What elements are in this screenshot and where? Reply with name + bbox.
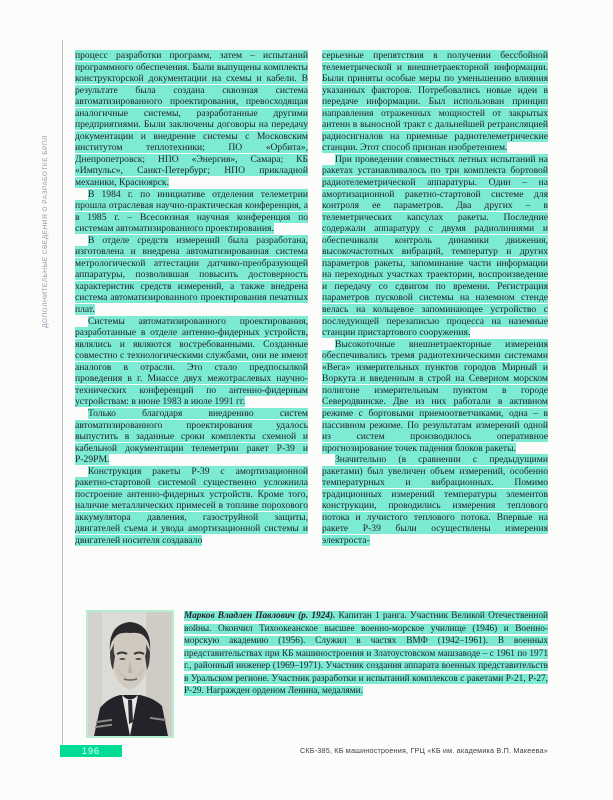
biography-name: Марков Владлен Павлович (р. 1924). (184, 611, 336, 621)
portrait-photo (88, 612, 172, 736)
body-paragraph (322, 154, 548, 339)
right-text-column (322, 50, 548, 547)
highlighted-text: Только благодаря внедрению систем автоматизированного проектирования удалось выпустить в заданные сроки комплекты схемной и кабельной документации телеметрии ракет Р-39 и Р-29РМ. (75, 407, 308, 466)
body-paragraph (75, 50, 308, 189)
left-text-column (75, 50, 308, 547)
highlighted-text: процесс разработки программ, затем – испытаний программного обеспечения. Были выпущены комплекты конструкторской документации на схемы и кабели. В результате была создана сквозная система автоматизированного проектирования, превосходящая аналогичные системы, разработанные другими предприятиями. Были заключены договоры на передачу документации и внедрение системы с Московским институтом теплотехники; ПО «Орбита», Днепропетровск; НПО «Энергия», Самара; КБ «Импульс», Санкт-Петербург; НПО прикладной механики, Красноярск. (75, 50, 308, 189)
page-number-badge: 196 (60, 745, 122, 757)
highlighted-text: Системы автоматизированного проектирования, разработанные в отделе антенно-фидерных устройств, являлись и являются востребованными. Созданные совместно с технологическими службами, они не имеют аналогов в отрасли. Это стало предпосылкой проведения в г. Миассе двух межотраслевых научно-технических конференций по антенно-фидерным устройствам: в июне 1983 в июле 1991 гг. (75, 315, 308, 408)
sidebar-section-label: ДОПОЛНИТЕЛЬНЫЕ СВЕДЕНИЯ О РАЗРАБОТКЕ БРПЛ (42, 135, 49, 328)
body-paragraph (75, 408, 308, 466)
biography-text (184, 610, 548, 738)
footer-imprint: СКБ-385, КБ машиностроения, ГРЦ «КБ им. академика В.П. Макеева» (300, 746, 548, 755)
biography-section (86, 610, 548, 738)
highlighted-text: серьезные препятствия в получении бессбойной телеметрической и внешнетраекторной информации. Были приняты особые меры по уменьшению влияния указанных факторов. Потребовались новые идеи в передаче информации. Был использован принцип направления отраженных мощностей от закрытых антенн в выносной тракт с дальнейшей ретрансляцией радиосигналов на приемные радиотелеметрические станции. Этот способ признан изобретением. (322, 50, 548, 154)
highlighted-text: При проведении совместных летных испытаний на ракетах устанавливалось по три комплекта бортовой радиотелеметрической аппаратуры. Один – на амортизационной ракетно-стартовой системе для контроля ее параметров. Два других – в телеметрических капсулах ракеты. Последние содержали аппаратуру с двумя радиолиниями и обеспечивали контроль динамики движения, высокочастотных вибраций, температур и других параметров ракеты, запоминание части информации на переходных участках траектории, воспроизведение и передачу со сдвигом по времени. Регистрация параметров пусковой системы на наземном стенде велась на кольцевое запоминающее устройство с последующей перезаписью процесса на наземные станции пристартового сооружения. (322, 153, 548, 339)
body-paragraph (75, 316, 308, 408)
highlighted-text: Высокоточные внешнетраекторные измерения обеспечивались тремя радиотехническими системами «Вега» измерительных пунктов городов Мирный и Воркута и введенным в строй на Северном морском полигоне измерительным пунктом в городе Северодвинске. Две из них работали в активном режиме с бортовыми приемоответчиками, одна – в пассивном режиме. По результатам измерений одной из систем производилось оперативное прогнозирование точек падения блоков ракеты. (322, 338, 548, 454)
biography-body: Капитан 1 ранга. Участник Великой Отечественной войны. Окончил Тихоокеанское высшее военно-морское училище (1946) и Военно-морскую академию (1956). Служил в частях ВМФ (1942–1961). В военных представительствах при КБ машиностроения и Златоустовском машзаводе – с 1961 по 1971 г., районный инженер (1969–1971). Участник создания аппарата военных представительств в Уральском регионе. Участник разработки и испытаний комплексов с ракетами Р-21, Р-27, Р-29. Награжден орденом Ленина, медалями. (184, 611, 549, 697)
body-paragraph (75, 189, 308, 235)
highlighted-text: Конструкция ракеты Р-39 с амортизационной ракетно-стартовой системой существенно усложнила построение антенно-фидерных устройств. Кроме того, наличие металлических примесей в топливе порохового аккумулятора давления, газоструйной защиты, двигателей съема и увода амортизационной системы и двигателей носителя создавало (75, 465, 308, 546)
body-paragraph (75, 235, 308, 316)
body-paragraph (75, 466, 308, 547)
body-paragraph (322, 50, 548, 154)
sidebar-divider-rule (62, 40, 63, 757)
highlighted-text: В 1984 г. по инициативе отделения телеметрии прошла отраслевая научно-практическая конференция, а в 1985 г. – Всесоюзная научная конференция по системам автоматизированного проектирования. (75, 188, 308, 235)
highlighted-text: В отделе средств измерений была разработана, изготовлена и внедрена автоматизированная система метрологической аттестации датчико-преобразующей аппаратуры, позволившая повысить достоверность характеристик средств измерений, а также внедрена система автоматизированного проектирования печатных плат. (75, 234, 308, 316)
body-paragraph (322, 339, 548, 454)
page-footer (60, 744, 548, 757)
highlighted-text (184, 611, 548, 696)
portrait-photo-frame (86, 610, 174, 738)
body-paragraph (322, 454, 548, 546)
highlighted-text: Значительно (в сравнении с предыдущими ракетами) был увеличен объем измерений, особенно температурных и вибрационных. Помимо традиционных измерений температуры элементов конструкции, проводились измерения теплового потока и лучистого теплового потока. Впервые на ракете Р-39 были осуществлены измерения электроста- (322, 454, 548, 546)
